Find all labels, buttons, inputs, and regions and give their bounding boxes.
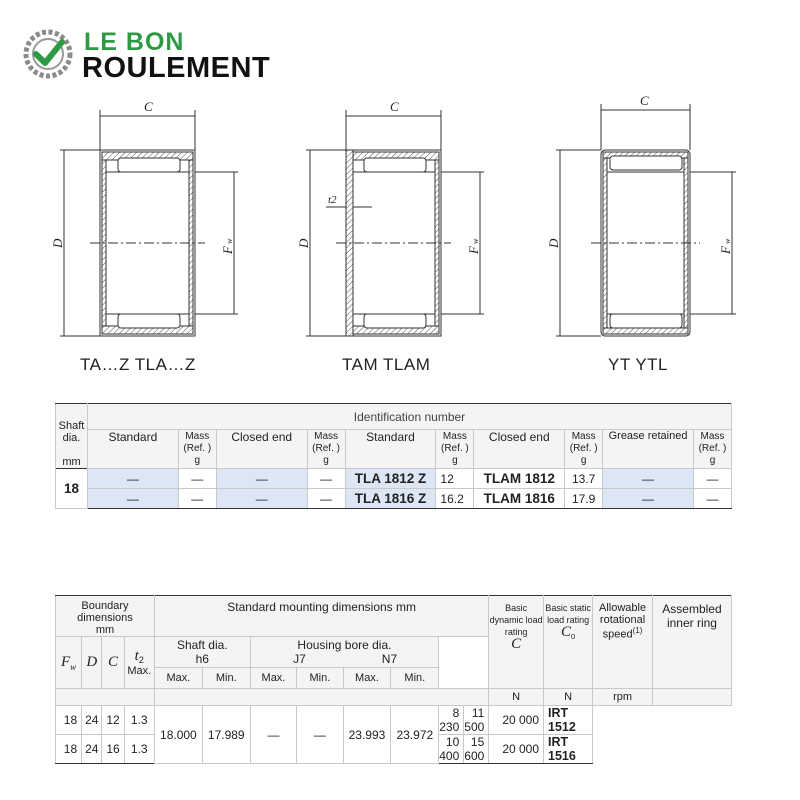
- shaft-dia-header: Shaft dia. h6: [154, 637, 250, 668]
- table-row: 18 24 12 1.3 18.000 17.989 — — 23.993 23.972 8 230 11 500 20 000 IRT 1512: [56, 706, 732, 735]
- allowable-speed-header: Allowable rotational speed$^{(1)}$: [593, 596, 653, 689]
- housing-bore-header: Housing bore dia. J7 N7: [250, 637, 439, 668]
- brand-logo: [22, 26, 302, 86]
- check-gear-icon: [22, 28, 74, 80]
- grease-retained-header: Grease retained: [603, 430, 694, 469]
- figure-label-yt: YT YTL: [608, 355, 669, 374]
- logo-line-1: LE BON: [84, 28, 185, 56]
- dimensions-table: Boundary dimensions mm Standard mounting dimensions mm Basic dynamic load rating C Basic static load rating $C_0$ Allowable rotational speed$^{(1)}$ Assembled inner ring $F_w$ D C $t_2$ Max. Shaft dia. h6 Housing bore dia. J7 N7 Max. Min. Max. Min. Max. Min. N N rpm 18 24 12 1.3 18.000 17.989 — — 23.993 23.972 8 230 11 500 20 000 IRT 1512 18 24 16 1.3 10 400 15 600 20 000 IRT 1516: [55, 595, 732, 764]
- closed-end-header-2: Closed end: [474, 430, 565, 469]
- identification-number-header: Identification number: [87, 404, 731, 430]
- bearing-drawings: [0, 90, 800, 350]
- dim-fw-label-2: F: [466, 246, 481, 254]
- dim-c-label-3: C: [640, 93, 649, 108]
- standard-header-2: Standard: [345, 430, 436, 469]
- tlam-1812: TLAM 1812: [474, 469, 565, 489]
- t2-header: $t_2$ Max.: [124, 637, 154, 689]
- c-header: C: [102, 637, 124, 689]
- mass-header-3: Mass (Ref. ) g: [436, 430, 474, 469]
- drawing-yt: [556, 104, 736, 336]
- dim-d-label-1: D: [50, 238, 65, 248]
- mounting-dimensions-header: Standard mounting dimensions mm: [154, 596, 488, 637]
- mass-header-5: Mass (Ref. ) g: [693, 430, 731, 469]
- irt-1512: IRT 1512: [544, 706, 593, 735]
- mass-header-1: Mass (Ref. ) g: [178, 430, 216, 469]
- logo-line-2: ROULEMENT: [82, 52, 271, 84]
- dim-d-label-2: D: [296, 238, 311, 248]
- table-row: 18 — — — — TLA 1812 Z 12 TLAM 1812 13.7 — —: [56, 469, 732, 489]
- mass-header-2: Mass (Ref. ) g: [307, 430, 345, 469]
- boundary-dimensions-header: Boundary dimensions mm: [56, 596, 155, 637]
- dim-fw-label-1: F: [220, 246, 235, 254]
- shaft-dia-header: Shaft dia. mm: [56, 404, 88, 469]
- tla-1812-z: TLA 1812 Z: [345, 469, 436, 489]
- irt-1516: IRT 1516: [544, 735, 593, 764]
- dim-c-label-2: C: [390, 99, 399, 114]
- drawing-tam: [306, 110, 484, 336]
- basic-dynamic-header: Basic dynamic load rating C: [489, 596, 544, 689]
- basic-static-header: Basic static load rating $C_0$: [544, 596, 593, 689]
- tla-1816-z: TLA 1816 Z: [345, 489, 436, 509]
- figure-label-ta: TA…Z TLA…Z: [80, 355, 196, 374]
- dim-fw-sub-3: w: [723, 238, 732, 244]
- identification-table: [55, 403, 732, 509]
- d-header: D: [82, 637, 102, 689]
- table-row: — — — — TLA 1816 Z 16.2 TLAM 1816 17.9 — —: [56, 489, 732, 509]
- figure-label-tam: TAM TLAM: [342, 355, 431, 374]
- standard-header-1: Standard: [87, 430, 178, 469]
- dim-c-label-1: C: [144, 99, 153, 114]
- drawing-ta-z: [60, 110, 238, 336]
- dim-fw-sub-1: w: [225, 238, 234, 244]
- closed-end-header-1: Closed end: [216, 430, 307, 469]
- assembled-inner-ring-header: Assembled inner ring: [652, 596, 731, 689]
- dim-d-label-3: D: [546, 238, 561, 248]
- shaft-value: 18: [56, 469, 88, 509]
- dim-t2-label: t2: [328, 194, 337, 206]
- table-row: 18 24 16 1.3 10 400 15 600 20 000 IRT 1516: [56, 735, 732, 764]
- dim-fw-label-3: F: [718, 246, 733, 254]
- tlam-1816: TLAM 1816: [474, 489, 565, 509]
- mass-header-4: Mass (Ref. ) g: [565, 430, 603, 469]
- dim-fw-sub-2: w: [471, 238, 480, 244]
- fw-header: $F_w$: [56, 637, 82, 689]
